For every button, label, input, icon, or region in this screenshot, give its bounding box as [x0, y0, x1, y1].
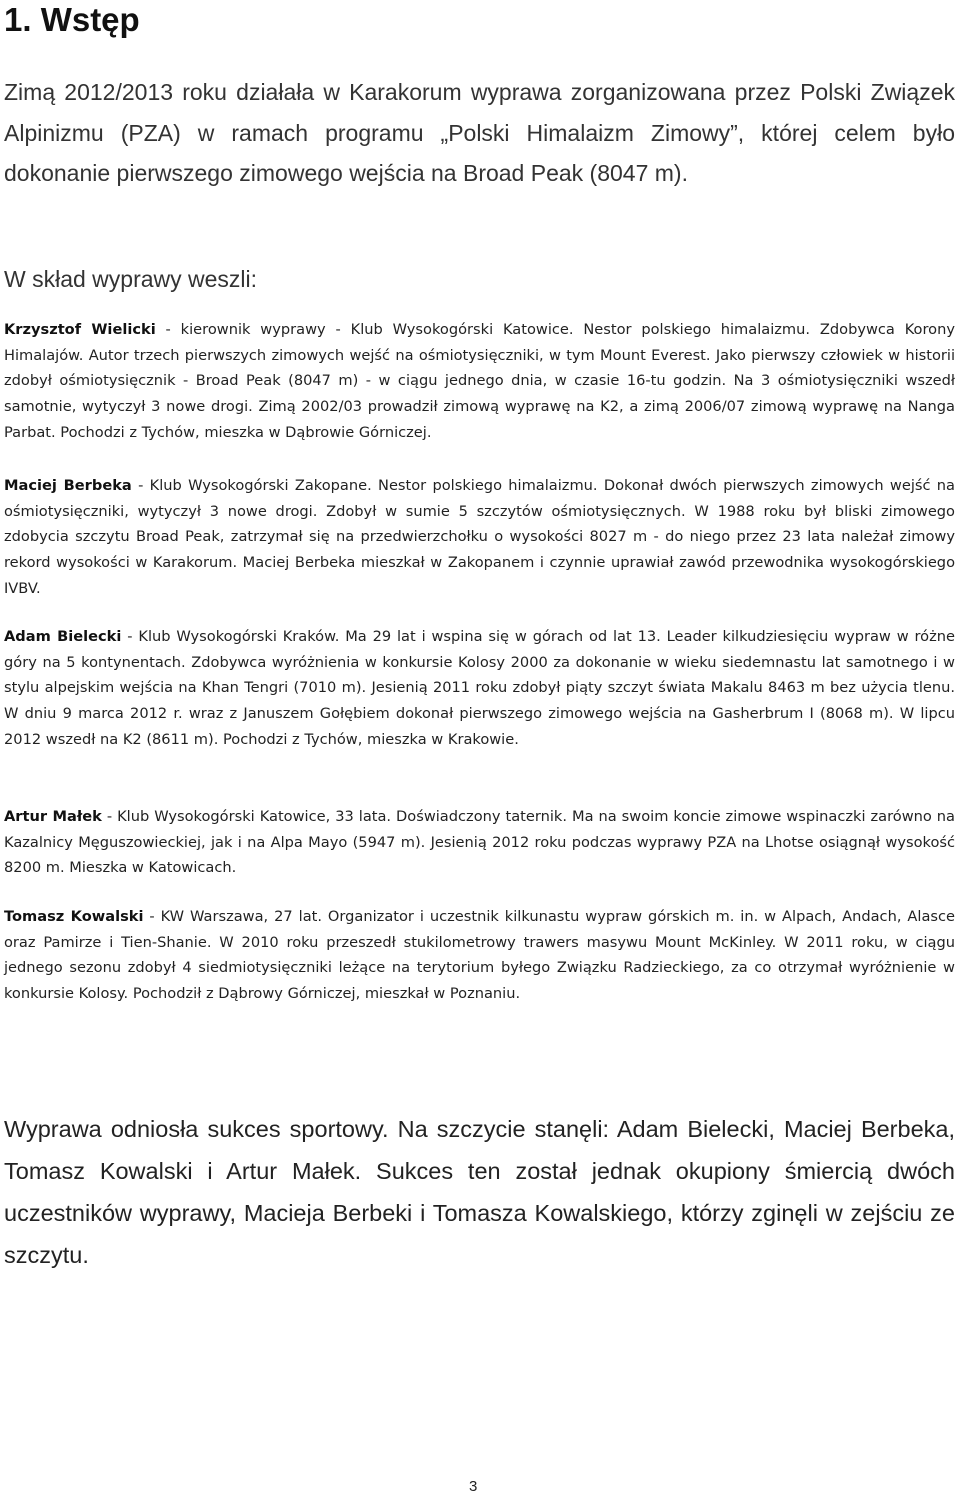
- member-bio-bielecki: [4, 624, 955, 753]
- member-name: Krzysztof Wielicki: [4, 321, 156, 338]
- member-bio-wielicki: [4, 317, 955, 446]
- member-name: Artur Małek: [4, 808, 102, 825]
- member-description: - Klub Wysokogórski Zakopane. Nestor polskiego himalaizmu. Dokonał dwóch pierwszych zimowych wejść na ośmiotysięczniki, wytyczył 3 nowe drogi. Zdobył w sumie 5 szczytów ośmiotysięcznych. W 1988 roku był bliski zimowego zdobycia szczytu Broad Peak, zatrzymał się na przedwierzchołku o wysokości 8027 m - do niego przez 23 lata należał zimowy rekord wysokości w Karakorum. Maciej Berbeka mieszkał w Zakopanem i czynnie uprawiał zawód przewodnika wysokogórskiego IVBV.: [4, 477, 955, 597]
- member-name: Tomasz Kowalski: [4, 908, 144, 925]
- page-number: 3: [469, 1478, 478, 1495]
- member-bio-malek: [4, 804, 955, 881]
- member-description: - Klub Wysokogórski Kraków. Ma 29 lat i wspina się w górach od lat 13. Leader kilkudziesięciu wypraw w różne góry na 5 kontynentach. Zdobywca wyróżnienia w konkursie Kolosy 2000 za dokonanie w wieku siedemnastu lat samotnego i w stylu alpejskim wejścia na Khan Tengri (7010 m). Jesienią 2011 roku zdobył piąty szczyt świata Makalu 8463 m bez użycia tlenu. W dniu 9 marca 2012 r. wraz z Januszem Gołębiem dokonał pierwszego zimowego wejścia na Gasherbrum I (8068 m). W lipcu 2012 wszedł na K2 (8611 m). Pochodzi z Tychów, mieszka w Krakowie.: [4, 628, 955, 748]
- closing-paragraph: Wyprawa odniosła sukces sportowy. Na szczycie stanęli: Adam Bielecki, Maciej Berbeka, Tomasz Kowalski i Artur Małek. Sukces ten został jednak okupiony śmiercią dwóch uczestników wyprawy, Macieja Berbeki i Tomasza Kowalskiego, którzy zginęli w zejściu ze szczytu.: [4, 1116, 955, 1268]
- member-description: - Klub Wysokogórski Katowice, 33 lata. Doświadczony taternik. Ma na swoim koncie zimowe wspinaczki zarówno na Kazalnicy Męguszowieckiej, jak i na Alpa Mayo (5947 m). Jesienią 2012 roku podczas wyprawy PZA na Lhotse osiągnął wysokość 8200 m. Mieszka w Katowicach.: [4, 808, 956, 877]
- intro-paragraph: Zimą 2012/2013 roku działała w Karakorum wyprawa zorganizowana przez Polski Związek Alpinizmu (PZA) w ramach programu „Polski Himalaizm Zimowy”, której celem było dokonanie pierwszego zimowego wejścia na Broad Peak (8047 m).: [4, 79, 955, 186]
- section-heading: 1. Wstęp: [4, 1, 140, 38]
- member-name: Maciej Berbeka: [4, 477, 132, 494]
- member-bio-berbeka: [4, 473, 955, 602]
- member-description: - kierownik wyprawy - Klub Wysokogórski Katowice. Nestor polskiego himalaizmu. Zdobywca Korony Himalajów. Autor trzech pierwszych zimowych wejść na ośmiotysięczniki, w tym Mount Everest. Jako pierwszy człowiek w historii zdobył ośmiotysięcznik - Broad Peak (8047 m) - w ciągu jednego dnia, w czasie 16-tu godzin. Na 3 ośmiotysięczniki wszedł samotnie, wytyczył 3 nowe drogi. Zimą 2002/03 prowadził zimową wyprawę na K2, a zimą 2006/07 zimową wyprawę na Nanga Parbat. Pochodzi z Tychów, mieszka w Dąbrowie Górniczej.: [4, 321, 955, 441]
- member-name: Adam Bielecki: [4, 628, 122, 645]
- member-description: - KW Warszawa, 27 lat. Organizator i uczestnik kilkunastu wypraw górskich m. in. w Alpach, Andach, Alasce oraz Pamirze i Tien-Shanie. W 2010 roku przeszedł stukilometrowy trawers masywu Mount McKinley. W 2011 roku, w ciągu jednego sezonu zdobył 4 siedmiotysięczniki leżące na terytorium byłego Związku Radzieckiego, za co otrzymał wyróżnienie w konkursie Kolosy. Pochodził z Dąbrowy Górniczej, mieszkał w Poznaniu.: [4, 908, 955, 1003]
- member-bio-kowalski: [4, 904, 955, 1007]
- crew-intro-text: W skład wyprawy weszli:: [4, 266, 258, 292]
